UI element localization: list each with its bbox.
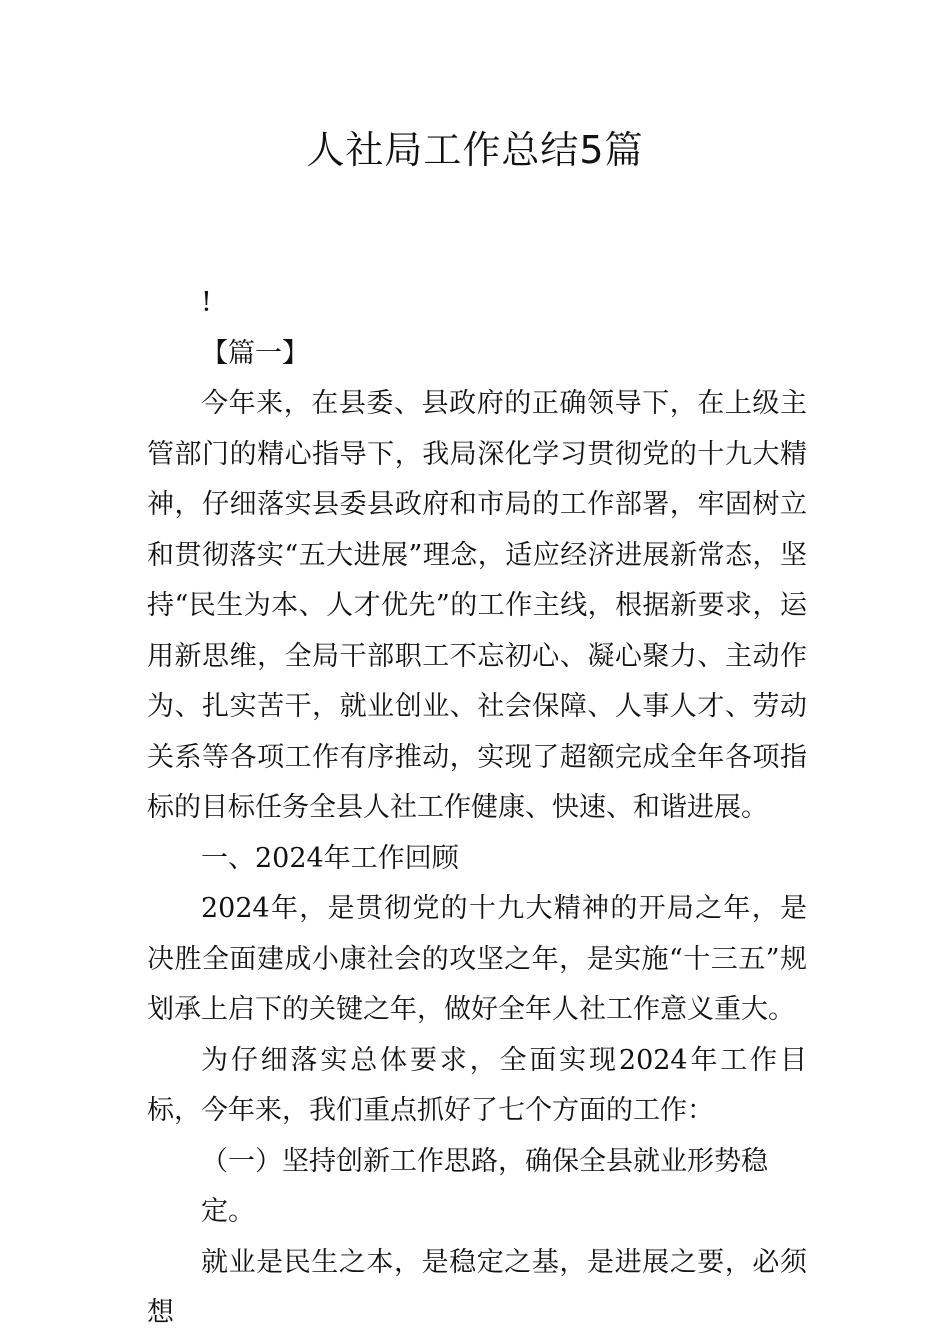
exclamation-mark: ! (201, 287, 212, 318)
employment-paragraph: 就业是民生之本，是稳定之基，是进展之要，必须想 (147, 1246, 807, 1328)
employment-subheading: （一）坚持创新工作思路，确保全县就业形势稳定。 (201, 1145, 768, 1227)
document-body (147, 278, 807, 1339)
review-paragraph: 2024年，是贯彻党的十九大精神的开局之年，是决胜全面建成小康社会的攻坚之年，是实施“十三五”规划承上启下的关键之年，做好全年人社工作意义重大。 (147, 893, 807, 1025)
heading-review: 一、2024年工作回顾 (201, 842, 459, 874)
intro-paragraph: 今年来，在县委、县政府的正确领导下，在上级主管部门的精心指导下，我局深化学习贯彻党的十九大精神，仔细落实县委县政府和市局的工作部署，牢固树立和贯彻落实“五大进展”理念，适应经济进展新常态，坚持“民生为本、人才优先”的工作主线，根据新要求，运用新思维，全局干部职工不忘初心、凝心聚力、主动作为、扎实苦干，就业创业、社会保障、人事人才、劳动关系等各项工作有序推动，实现了超额完成全年各项指标的目标任务全县人社工作健康、快速、和谐进展。 (147, 388, 807, 823)
document-title: 人社局工作总结5篇 (306, 128, 644, 172)
goals-paragraph: 为仔细落实总体要求，全面实现2024年工作目标，今年来，我们重点抓好了七个方面的工作： (147, 1044, 807, 1126)
section-label: 【篇一】 (201, 337, 309, 369)
